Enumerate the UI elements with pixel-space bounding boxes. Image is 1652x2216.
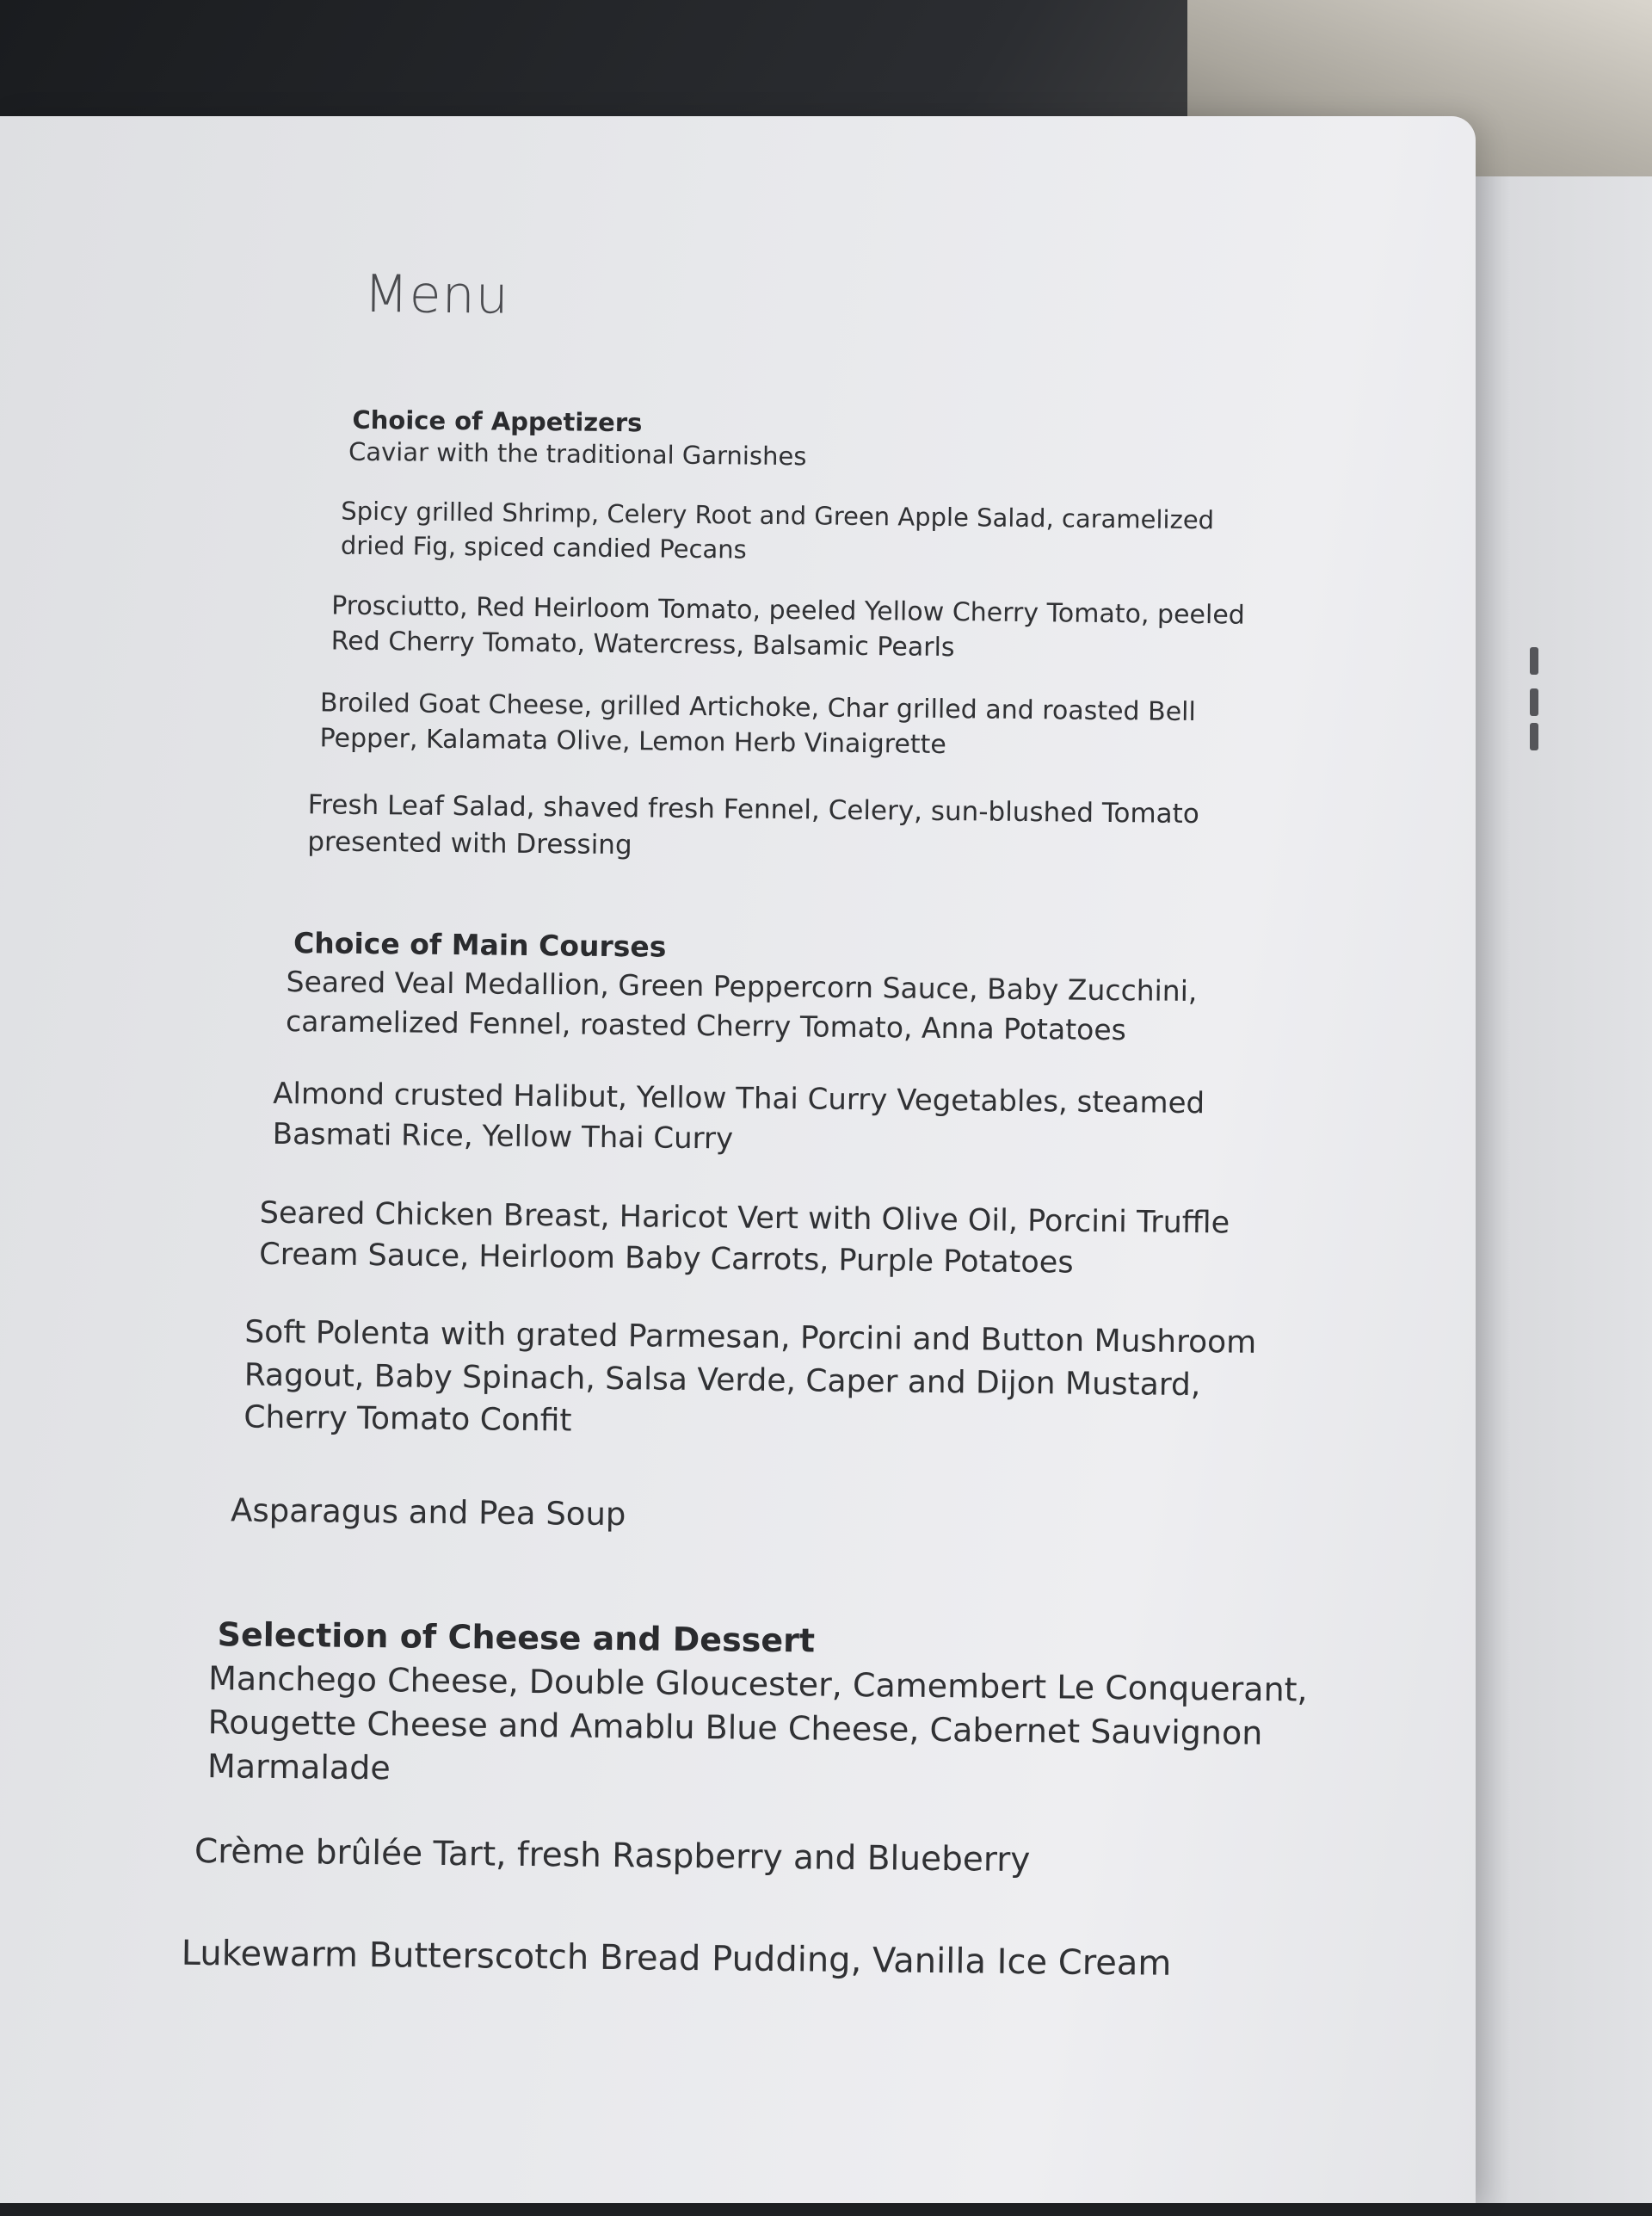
appetizer-item: Broiled Goat Cheese, grilled Artichoke, Char grilled and roasted Bell Pepper, Kalamata Olive, Lemon Herb Vinaigrette <box>319 688 1197 761</box>
main-course-item: Asparagus and Pea Soup <box>230 1491 626 1534</box>
appetizer-item: Spicy grilled Shrimp, Celery Root and Green Apple Salad, caramelized dried Fig, spiced candied Pecans <box>340 496 1215 565</box>
main-course-item: Almond crusted Halibut, Yellow Thai Curry Vegetables, steamed Basmati Rice, Yellow Thai Curry <box>272 1076 1205 1157</box>
main-course-item: Seared Chicken Breast, Haricot Vert with Olive Oil, Porcini Truffle Cream Sauce, Heirloom Baby Carrots, Purple Potatoes <box>259 1195 1230 1281</box>
main-courses-heading: Choice of Main Courses <box>293 926 667 964</box>
main-course-item: Soft Polenta with grated Parmesan, Porcini and Button Mushroom Ragout, Baby Spinach, Salsa Verde, Caper and Dijon Mustard, Cherry Tomato Confit <box>243 1314 1257 1439</box>
appetizer-item: Fresh Leaf Salad, shaved fresh Fennel, Celery, sun-blushed Tomato presented with Dressing <box>307 789 1199 861</box>
menu-content <box>0 114 1478 2216</box>
appetizer-item: Caviar with the traditional Garnishes <box>348 436 807 472</box>
page-edge-mark <box>1530 688 1538 716</box>
appetizers-heading: Choice of Appetizers <box>352 404 643 438</box>
page-edge-mark <box>1530 723 1538 750</box>
main-course-item: Seared Veal Medallion, Green Peppercorn Sauce, Baby Zucchini, caramelized Fennel, roasted Cherry Tomato, Anna Potatoes <box>285 965 1198 1046</box>
dessert-item: Manchego Cheese, Double Gloucester, Camembert Le Conquerant, Rougette Cheese and Amablu Blue Cheese, Cabernet Sauvignon Marmalade <box>206 1659 1308 1787</box>
dessert-item: Crème brûlée Tart, fresh Raspberry and Blueberry <box>194 1831 1031 1880</box>
page-edge-mark <box>1530 647 1538 675</box>
dessert-item: Lukewarm Butterscotch Bread Pudding, Vanilla Ice Cream <box>181 1933 1172 1984</box>
menu-title: Menu <box>363 263 510 326</box>
dessert-heading: Selection of Cheese and Dessert <box>217 1615 816 1660</box>
menu-page <box>0 116 1476 2203</box>
adjacent-page <box>1473 176 1652 2203</box>
appetizer-item: Prosciutto, Red Heirloom Tomato, peeled Yellow Cherry Tomato, peeled Red Cherry Tomato, Watercress, Balsamic Pearls <box>330 590 1245 664</box>
